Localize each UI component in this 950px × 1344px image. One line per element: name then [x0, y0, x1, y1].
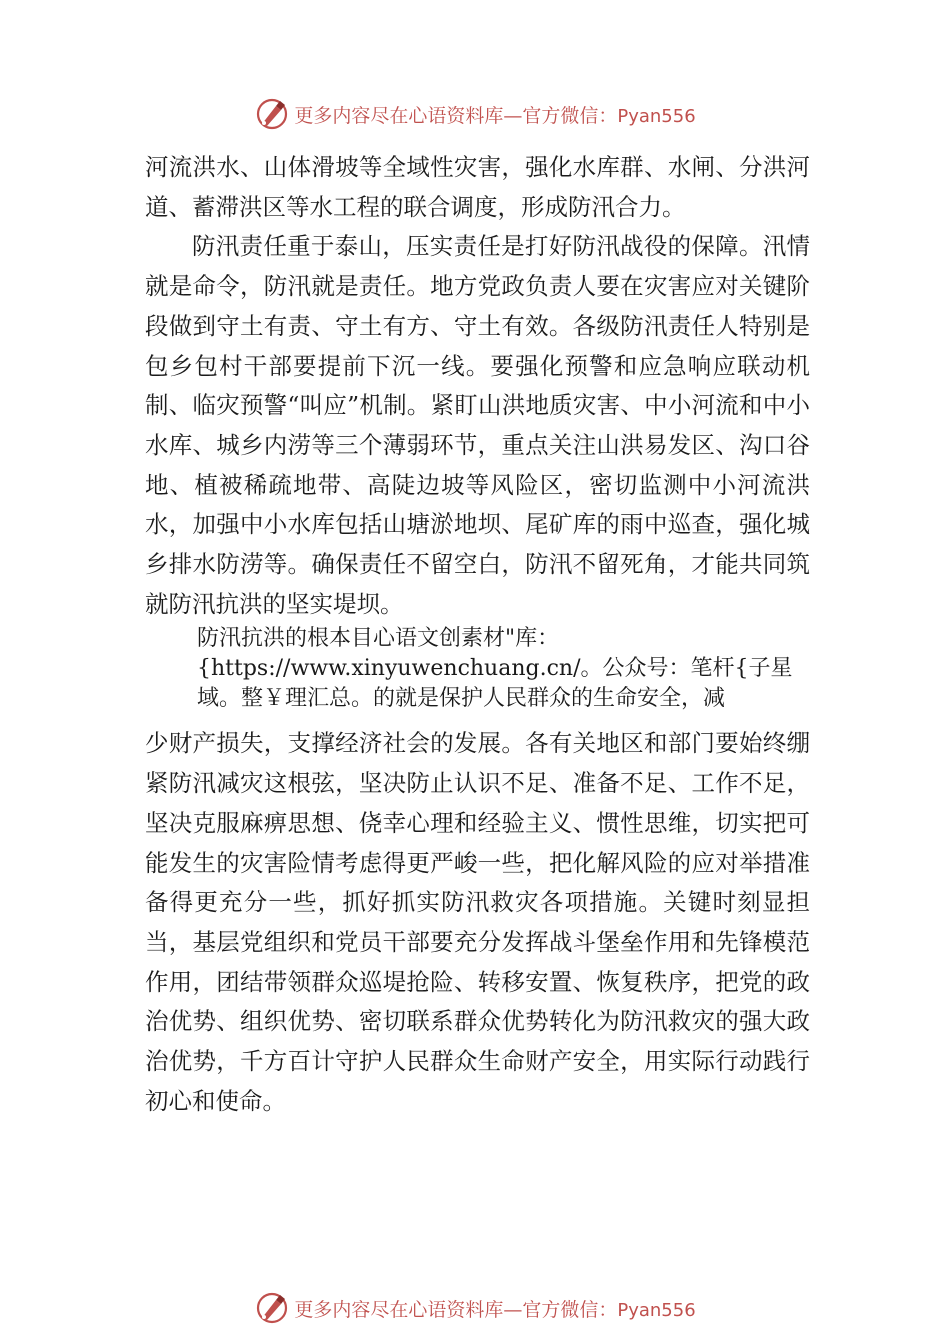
- footer-banner-text: 更多内容尽在心语资料库—官方微信：Pyan556: [294, 1298, 696, 1321]
- footer-banner: [0, 1288, 950, 1328]
- header-banner: [0, 94, 950, 134]
- paragraph-1: 河流洪水、山体滑坡等全域性灾害，强化水库群、水闸、分洪河道、蓄滞洪区等水工程的联合调度，形成防汛合力。: [145, 153, 810, 221]
- document-body: [145, 148, 810, 1121]
- paragraph-2: 防汛责任重于泰山，压实责任是打好防汛战役的保障。汛情就是命令，防汛就是责任。地方党政负责人要在灾害应对关键阶段做到守土有责、守土有方、守土有效。各级防汛责任人特别是包乡包村干部要提前下沉一线。要强化预警和应急响应联动机制、临灾预警“叫应”机制。紧盯山洪地质灾害、中小河流和中小水库、城乡内涝等三个薄弱环节，重点关注山洪易发区、沟口谷地、植被稀疏地带、高陡边坡等风险区，密切监测中小河流洪水，加强中小水库包括山塘淤地坝、尾矿库的雨中巡查，强化城乡排水防涝等。确保责任不留空白，防汛不留死角，才能共同筑就防汛抗洪的坚实堤坝。: [145, 232, 810, 618]
- pen-nib-logo-icon: [254, 1290, 290, 1326]
- header-banner-text: 更多内容尽在心语资料库—官方微信：Pyan556: [294, 104, 696, 127]
- pen-nib-logo-icon: [254, 96, 290, 132]
- watermark-text: 防汛抗洪的根本目心语文创素材"库：{https://www.xinyuwenchuang.cn/。公众号：笔杆{子星域。整￥理汇总。的就是保护人民群众的生命安全，减: [197, 626, 793, 712]
- paragraph-3: 少财产损失，支撑经济社会的发展。各有关地区和部门要始终绷紧防汛减灾这根弦，坚决防止认识不足、准备不足、工作不足，坚决克服麻痹思想、侥幸心理和经验主义、惯性思维，切实把可能发生的灾害险情考虑得更严峻一些，把化解风险的应对举措准备得更充分一些，抓好抓实防汛救灾各项措施。关键时刻显担当，基层党组织和党员干部要充分发挥战斗堡垒作用和先锋模范作用，团结带领群众巡堤抢险、转移安置、恢复秩序，把党的政治优势、组织优势、密切联系群众优势转化为防汛救灾的强大政治优势，千方百计守护人民群众生命财产安全，用实际行动践行初心和使命。: [145, 729, 810, 1115]
